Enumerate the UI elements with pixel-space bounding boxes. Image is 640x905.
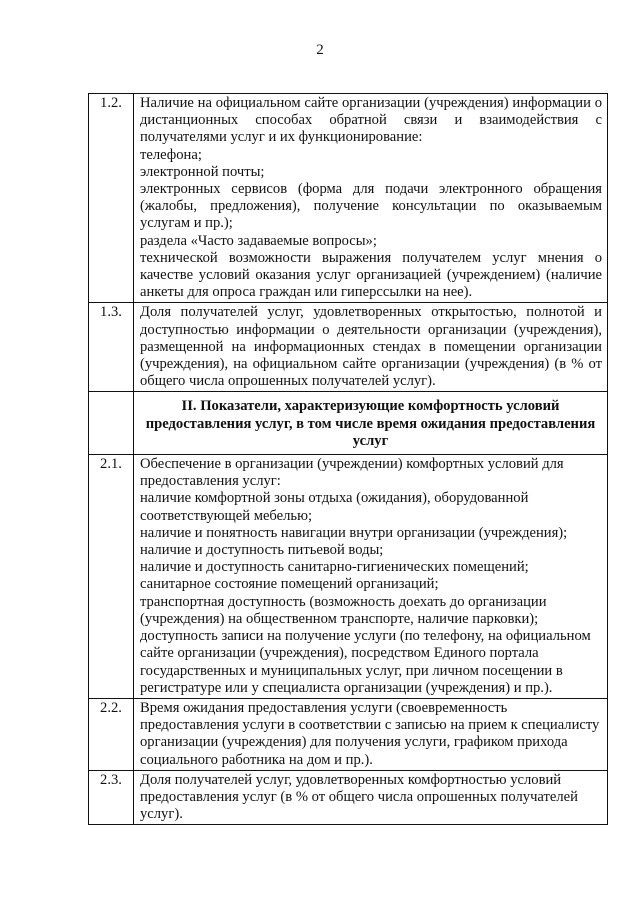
text-line: Доля получателей услуг, удовлетворенных открытостью, полнотой и доступностью информации о деятельности организации (учреждения), размещенной на информационных стендах в помещении организации (учреждения), на официальном сайте организации (учреждения) (в % от общего числа опрошенных получателей услуг). (140, 304, 602, 390)
text-line: наличие и доступность санитарно-гигиенических помещений; (140, 559, 529, 576)
text-line: санитарное состояние помещений организаций; (140, 576, 439, 593)
table-row (89, 94, 608, 303)
row-text (134, 698, 608, 770)
row-text (134, 94, 608, 303)
indicators-table (88, 93, 608, 825)
row-number: 2.3. (89, 770, 134, 825)
text-line: наличие и понятность навигации внутри организации (учреждения); (140, 524, 568, 541)
text-line: раздела «Часто задаваемые вопросы»; (140, 232, 377, 249)
table-row (89, 303, 608, 392)
table-row (89, 770, 608, 825)
section-heading-row (89, 392, 608, 455)
row-number: 2.1. (89, 455, 134, 699)
text-line: Доля получателей услуг, удовлетворенных комфортностью условий предоставления услуг (в % от общего числа опрошенных получателей услуг). (140, 771, 578, 823)
text-line: доступность записи на получение услуги (по телефону, на официальном сайте организации (учреждения), посредством Единого портала государственных и муниципальных услуг, при личном посещении в регистратуре или у специалиста организации (учреждения) и пр.). (140, 628, 591, 696)
table-row (89, 455, 608, 699)
row-text (134, 770, 608, 825)
row-text (134, 455, 608, 699)
section-heading: II. Показатели, характеризующие комфортность условий предоставления услуг, в том числе время ожидания предоставления услуг (134, 392, 608, 455)
text-line: Время ожидания предоставления услуги (своевременность предоставления услуги в соответствии с записью на прием к специалисту организации (учреждения) для получения услуги, графиком прихода социального работника на дом и пр.). (140, 699, 600, 768)
text-line: транспортная доступность (возможность доехать до организации (учреждения) на общественном транспорте, наличие парковки); (140, 593, 547, 627)
text-line: наличие и доступность питьевой воды; (140, 542, 384, 559)
row-number: 1.3. (89, 303, 134, 392)
row-number-empty (89, 392, 134, 455)
row-number: 2.2. (89, 698, 134, 770)
text-line: электронной почты; (140, 163, 265, 180)
row-number: 1.2. (89, 94, 134, 303)
row-text (134, 303, 608, 392)
text-line: наличие комфортной зоны отдыха (ожидания), оборудованной соответствующей мебелью; (140, 490, 529, 524)
text-line: технической возможности выражения получателем услуг мнения о качестве условий оказания услуг организацией (учреждением) (наличие анкеты для опроса граждан или гиперссылки на нее). (140, 249, 602, 301)
page-number: 2 (316, 42, 324, 58)
text-line: Обеспечение в организации (учреждении) комфортных условий для предоставления услуг: (140, 456, 564, 490)
text-line: электронных сервисов (форма для подачи электронного обращения (жалобы, предложения), получение консультации по оказываемым услугам и пр.); (140, 181, 602, 232)
table-row (89, 698, 608, 770)
text-line: телефона; (140, 146, 202, 163)
text-line: Наличие на официальном сайте организации (учреждения) информации о дистанционных способах обратной связи и взаимодействия с получателями услуг и их функционирование: (140, 95, 602, 146)
